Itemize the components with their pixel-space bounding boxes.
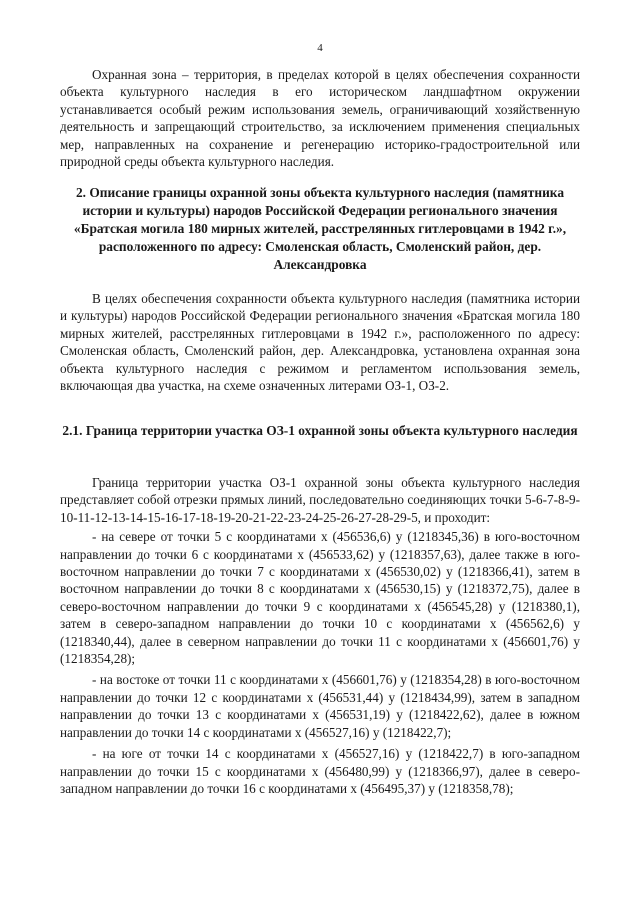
section-2-1-body xyxy=(60,474,580,797)
section-2-body xyxy=(60,290,580,394)
section-2-1-heading: 2.1. Граница территории участка ОЗ-1 охранной зоны объекта культурного наследия xyxy=(62,423,578,438)
boundary-item-east: - на востоке от точки 11 с координатами х (456601,76) у (1218354,28) в юго-восточном направлении до точки 12 с координатами х (456531,44) у (1218434,99), затем в западном направлении до точки 13 с координатами х (456531,19) у (1218422,62), далее в южном направлении до точки 14 с координатами х (456527,16) у (1218422,7); xyxy=(60,672,580,740)
intro-section xyxy=(60,66,580,170)
section-2-heading: 2. Описание границы охранной зоны объекта культурного наследия (памятника истории и культуры) народов Российской Федерации регионального значения «Братская могила 180 мирных жителей, расстрелянных гитлеровцами в 1942 г.», расположенного по адресу: Смоленская область, Смоленский район, дер. Александровка xyxy=(73,185,567,272)
page-number: 4 xyxy=(317,42,323,54)
intro-paragraph: Охранная зона – территория, в пределах которой в целях обеспечения сохранности объекта культурного наследия в его историческом ландшафтном окружении устанавливается особый режим использования земель, ограничивающий хозяйственную деятельность и запрещающий строительство, за исключением применения специальных мер, направленных на сохранение и регенерацию историко-градостроительной или природной среды объекта культурного наследия. xyxy=(60,67,580,170)
section-2-paragraph: В целях обеспечения сохранности объекта культурного наследия (памятника истории и культуры) народов Российской Федерации регионального значения «Братская могила 180 мирных жителей, расстрелянных гитлеровцами в 1942 г.», расположенного по адресу: Смоленская область, Смоленский район, дер. Александровка, установлена охранная зона объекта культурного наследия с режимом и регламентом использования земель, включающая два участка, на схеме означенных литерами ОЗ-1, ОЗ-2. xyxy=(60,291,580,394)
section-2 xyxy=(60,184,580,274)
boundary-item-south: - на юге от точки 14 с координатами х (456527,16) у (1218422,7) в юго-западном направлении до точки 15 с координатами х (456480,99) у (1218366,97), далее в северо-западном направлении до точки 16 с координатами х (456495,37) у (1218358,78); xyxy=(60,746,580,796)
section-2-1-paragraph: Граница территории участка ОЗ-1 охранной зоны объекта культурного наследия представляет собой отрезки прямых линий, последовательно соединяющих точки 5-6-7-8-9-10-11-12-13-14-15-16-17-18-19-20-21-22-23-24-25-26-27-28-29-5, и проходит: xyxy=(60,475,580,525)
section-2-1 xyxy=(60,422,580,440)
boundary-item-north: - на севере от точки 5 с координатами х (456536,6) у (1218345,36) в юго-восточном направлении до точки 6 с координатами х (456533,62) у (1218357,63), далее также в юго-восточном направлении до точки 7 с координатами х (456530,02) у (1218366,41), затем в восточном направлении до точки 8 с координатами х (456530,15) у (1218372,75), далее в северо-восточном направлении до точки 9 с координатами х (456545,28) у (1218380,1), затем в северо-западном направлении до точки 10 с координатами х (456562,6) у (1218340,44), далее в северном направлении до точки 11 с координатами х (456601,76) у (1218354,28); xyxy=(60,529,580,667)
